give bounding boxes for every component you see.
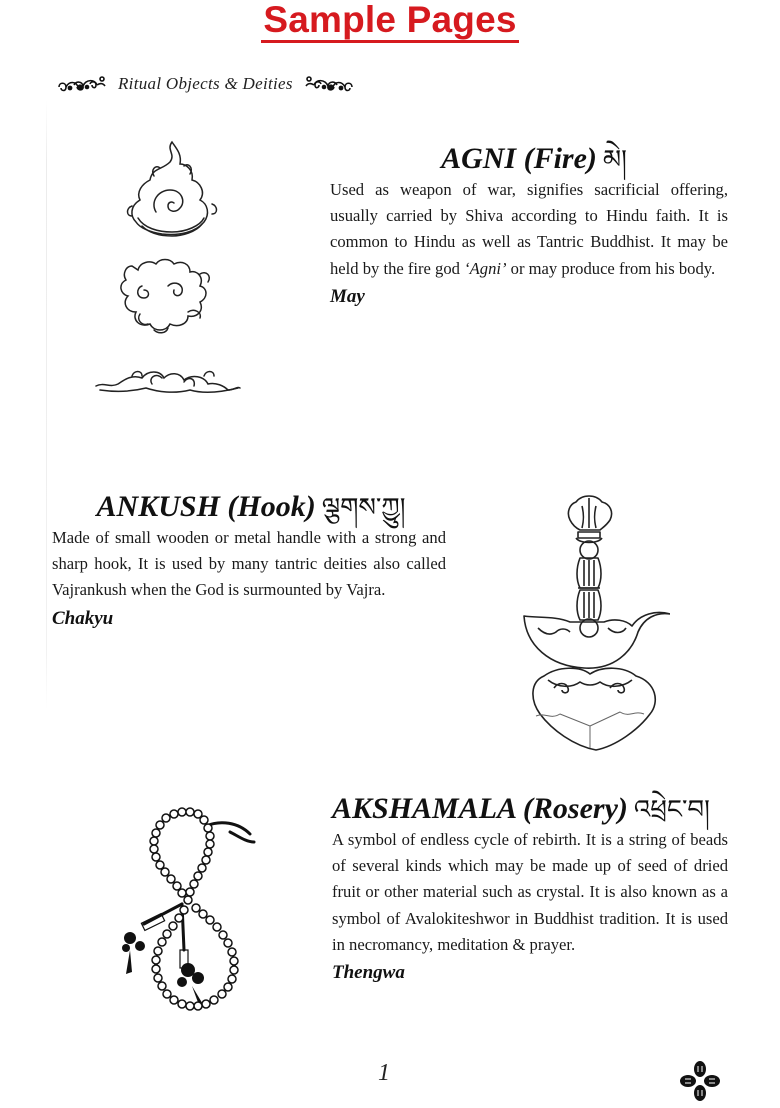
fire-flames-illustration (92, 136, 252, 406)
scroll-ornament-right-icon (301, 73, 355, 95)
entry-title (332, 792, 728, 827)
scroll-ornament-left-icon (56, 73, 110, 95)
entry-ankush (52, 490, 446, 630)
tibetan-script: འཕྲེང་བ། (633, 795, 710, 824)
tibetan-script: ལྕགས་ཀྱུ། (321, 493, 406, 522)
page-border (46, 100, 47, 710)
entry-description: A symbol of endless cycle of rebirth. It is a string of beads of several kinds which may be made up of seed of dried fruit or other material such as crystal. It is also known as a symbol of Avalokiteshwor in Buddhist tradition. It is used in necromancy, meditation & prayer. (332, 830, 728, 954)
entry-title (52, 490, 446, 525)
tibetan-name: Chakyu (52, 607, 114, 629)
entry-title-text: AGNI (Fire) (441, 142, 597, 175)
running-header (56, 66, 355, 102)
tibetan-name: May (330, 285, 365, 307)
entry-title-text: AKSHAMALA (Rosery) (332, 792, 628, 825)
running-header-title: Ritual Objects & Deities (118, 74, 293, 93)
banner-title: Sample Pages (261, 0, 518, 43)
entry-title (330, 142, 728, 177)
tibetan-script: མེ། (602, 145, 627, 174)
entry-title-text: ANKUSH (Hook) (96, 490, 316, 523)
entry-akshamala (332, 792, 728, 984)
double-vajra-icon (679, 1060, 721, 1107)
vajra-hook-illustration (514, 492, 670, 759)
entry-agni (330, 142, 728, 308)
entry-description: Made of small wooden or metal handle with a strong and sharp hook, It is used by many tantric deities also called Vajrankush when the God is surmounted by Vajra. (52, 528, 446, 600)
page-number: 1 (378, 1060, 390, 1086)
sample-pages-banner (0, 0, 780, 43)
description-emphasis: ‘Agni’ (464, 258, 507, 278)
entry-description (330, 177, 728, 282)
tibetan-name: Thengwa (332, 962, 405, 984)
prayer-beads-illustration (110, 800, 270, 1035)
description-text: or may produce from his body. (506, 258, 716, 278)
description-text: Used as weapon of war, signifies sacrificial offering, usually carried by Shiva according to Hindu faith. It is common to Hindu as well as Tantric Buddhist. It may be held by the fire god (330, 180, 728, 278)
